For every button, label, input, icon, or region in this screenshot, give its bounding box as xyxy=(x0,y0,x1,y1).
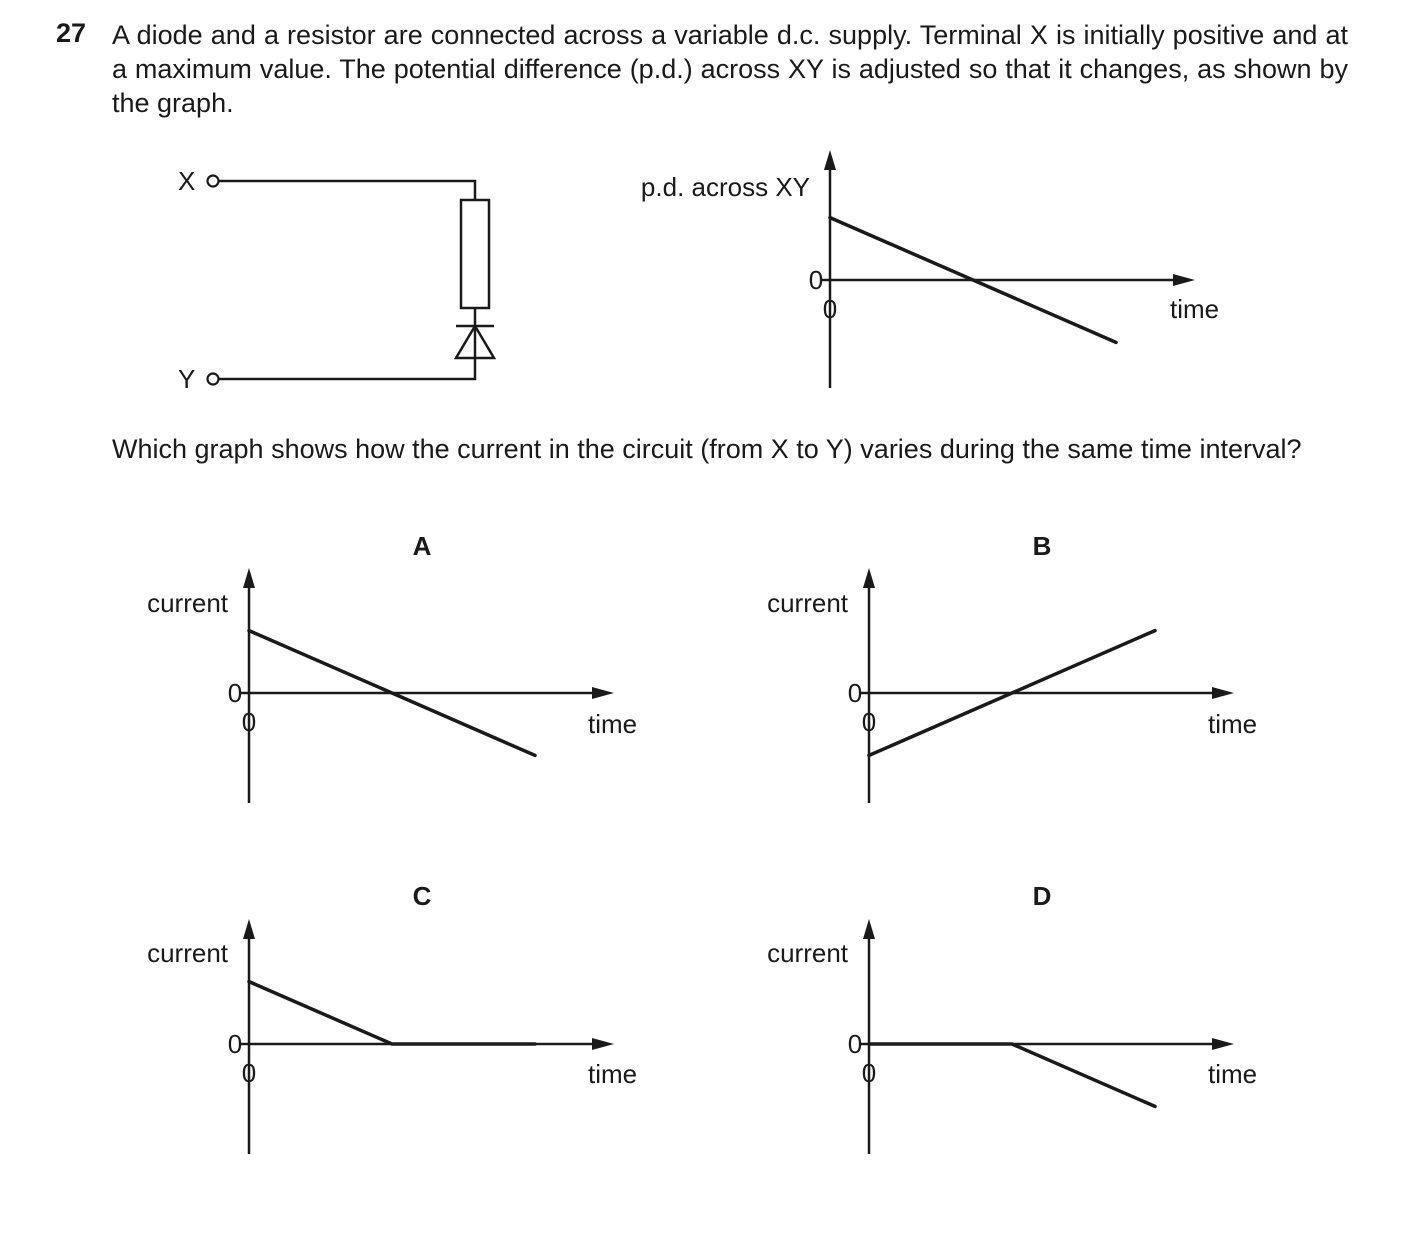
question-prompt: Which graph shows how the current in the circuit (from X to Y) varies during the same time interval? xyxy=(112,434,1302,464)
x-axis-arrow xyxy=(1212,687,1234,699)
x-axis-label: time xyxy=(588,1059,638,1089)
x-axis-label: time xyxy=(1208,1059,1258,1089)
graph-a xyxy=(147,531,637,803)
y-axis-label: p.d. across XY xyxy=(640,172,810,202)
x-axis-label: time xyxy=(588,709,638,739)
terminal-y-label: Y xyxy=(178,364,196,394)
x-origin-label: 0 xyxy=(861,707,877,737)
x-axis-label: time xyxy=(1208,709,1258,739)
data-line xyxy=(249,982,535,1044)
x-axis-arrow xyxy=(1173,274,1195,286)
graph-c xyxy=(147,881,637,1154)
y-origin-label: 0 xyxy=(227,678,243,708)
graph-b xyxy=(767,531,1257,803)
x-origin-label: 0 xyxy=(861,1058,877,1088)
x-axis-label: time xyxy=(1170,294,1220,324)
question-stem: A diode and a resistor are connected across a variable d.c. supply. Terminal X is initially positive and at a maximum value. The potential difference (p.d.) across XY is adjusted so that it changes, as shown by the graph. xyxy=(112,20,1348,118)
option-label: A xyxy=(412,531,432,561)
option-label: C xyxy=(412,881,432,911)
y-axis-arrow xyxy=(863,919,875,939)
graph-pd xyxy=(641,150,1219,388)
y-axis-arrow xyxy=(243,919,255,939)
question-number: 27 xyxy=(56,18,87,48)
y-axis-label: current xyxy=(767,938,848,968)
y-origin-label: 0 xyxy=(808,265,824,295)
y-origin-label: 0 xyxy=(847,1029,863,1059)
x-origin-label: 0 xyxy=(241,1058,257,1088)
y-axis-label: current xyxy=(767,588,848,618)
y-origin-label: 0 xyxy=(847,678,863,708)
y-axis-arrow xyxy=(824,150,836,170)
y-origin-label: 0 xyxy=(227,1029,243,1059)
terminal-x-label: X xyxy=(178,166,196,196)
data-line xyxy=(869,1044,1155,1106)
y-axis-label: current xyxy=(147,938,228,968)
option-label: B xyxy=(1032,531,1052,561)
x-axis-arrow xyxy=(592,687,614,699)
y-axis-arrow xyxy=(863,568,875,588)
x-origin-label: 0 xyxy=(241,707,257,737)
y-axis-arrow xyxy=(243,568,255,588)
x-origin-label: 0 xyxy=(822,294,838,324)
x-axis-arrow xyxy=(592,1038,614,1050)
x-axis-arrow xyxy=(1212,1038,1234,1050)
option-label: D xyxy=(1032,881,1052,911)
graph-d xyxy=(767,881,1257,1154)
y-axis-label: current xyxy=(147,588,228,618)
